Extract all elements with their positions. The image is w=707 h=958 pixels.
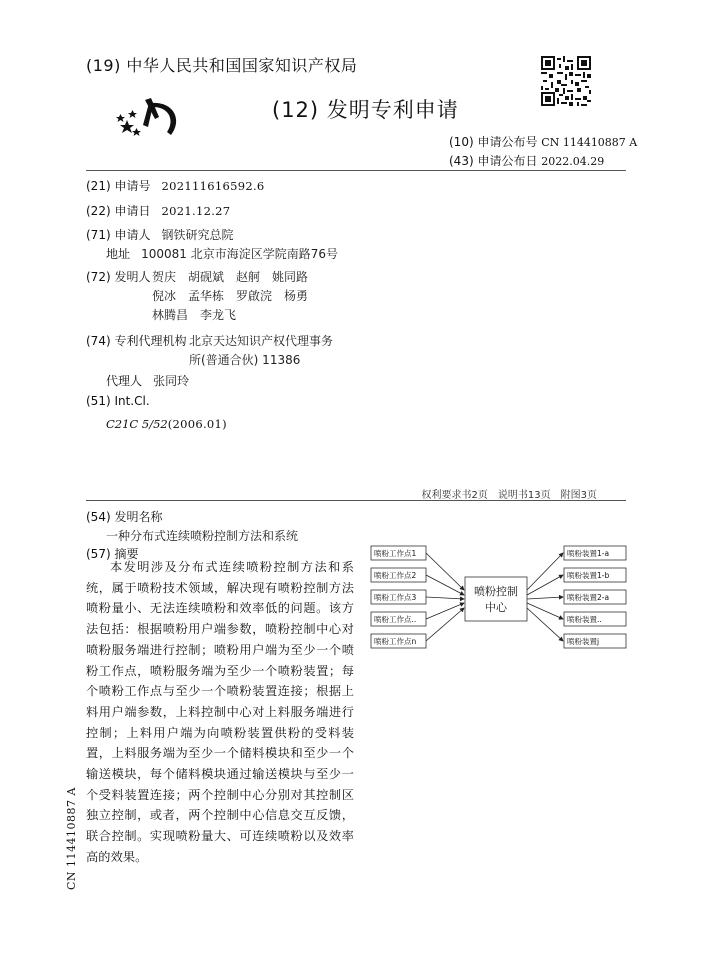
applicant-row bbox=[86, 224, 234, 243]
application-number-row bbox=[86, 175, 265, 194]
work-point-label-3: 喷粉工作点3 bbox=[374, 593, 417, 602]
address-label: 地址 bbox=[106, 247, 131, 261]
application-number: 202111616592.6 bbox=[161, 179, 265, 193]
document-type-title: (12) 发明专利申请 bbox=[272, 98, 459, 122]
publication-number: CN 114410887 A bbox=[541, 136, 638, 149]
filing-date: 2021.12.27 bbox=[161, 204, 231, 218]
work-point-label-1: 喷粉工作点1 bbox=[374, 549, 417, 558]
inventors-label: (72) 发明人 bbox=[86, 270, 151, 284]
publication-date: 2022.04.29 bbox=[541, 155, 605, 168]
agency-label: (74) 专利代理机构 bbox=[86, 334, 187, 348]
control-center-box bbox=[465, 577, 527, 621]
cnipa-logo-icon bbox=[115, 95, 185, 145]
section-divider bbox=[86, 500, 626, 501]
filing-date-label: (22) 申请日 bbox=[86, 204, 151, 218]
address-row bbox=[106, 243, 338, 262]
applicant-name: 钢铁研究总院 bbox=[161, 228, 234, 242]
abstract-label: (57) 摘要 bbox=[86, 547, 139, 561]
control-center-label-2: 中心 bbox=[485, 601, 507, 614]
work-point-label-4: 喷粉工作点.. bbox=[374, 615, 417, 624]
patent-office-name: (19) 中华人民共和国国家知识产权局 bbox=[86, 56, 358, 75]
device-label-4: 喷粉装置.. bbox=[567, 615, 602, 624]
applicant-label: (71) 申请人 bbox=[86, 228, 151, 242]
inventors-line-1: 贺庆 胡砚斌 赵舸 姚同路 bbox=[152, 270, 309, 284]
device-label-3: 喷粉装置2-a bbox=[567, 593, 610, 602]
invention-title-label: (54) 发明名称 bbox=[86, 510, 163, 524]
inventors-line-3: 林腾昌 李龙飞 bbox=[152, 308, 237, 322]
abstract-text: 本发明涉及分布式连续喷粉控制方法和系统，属于喷粉技术领域，解决现有喷粉控制方法喷粉量小、无法连续喷粉和效率低的问题。该方法包括：根据喷粉用户端参数，喷粉控制中心对喷粉服务端进行控制；喷粉用户端为至少一个喷粉工作点，喷粉服务端为至少一个喷粉装置；每个喷粉工作点与至少一个喷粉装置连接；根据上料用户端参数，上料控制中心对上料服务端进行控制；上料用户端为向喷粉装置供粉的受料装置，上料服务端为至少一个储料模块和至少一个输送模块，每个储料模块通过输送模块与至少一个受料装置连接；两个控制中心分别对其控制区独立控制，或者，两个控制中心信息交互反馈，联合控制。实现喷粉量大、可连续喷粉以及效率高的效果。 bbox=[86, 560, 354, 864]
device-label-1: 喷粉装置1-a bbox=[567, 549, 610, 558]
agency-line-2: 所(普通合伙) 11386 bbox=[189, 353, 301, 367]
filing-date-row bbox=[86, 200, 230, 219]
publication-date-row bbox=[449, 152, 604, 169]
control-center-label-1: 喷粉控制 bbox=[474, 585, 518, 598]
header-divider bbox=[86, 170, 626, 171]
agent-name: 张同玲 bbox=[153, 374, 190, 388]
address-value: 100081 北京市海淀区学院南路76号 bbox=[141, 247, 339, 261]
application-number-label: (21) 申请号 bbox=[86, 179, 151, 193]
publication-number-row bbox=[449, 133, 637, 150]
agent-row bbox=[106, 370, 189, 389]
agency-line-1: 北京天达知识产权代理事务 bbox=[189, 334, 334, 348]
ipc-row bbox=[106, 413, 227, 432]
device-label-2: 喷粉装置1-b bbox=[567, 571, 610, 580]
ipc-version: (2006.01) bbox=[167, 417, 227, 431]
invention-title: 一种分布式连续喷粉控制方法和系统 bbox=[106, 529, 299, 543]
ipc-label: (51) Int.Cl. bbox=[86, 394, 150, 408]
agent-label: 代理人 bbox=[106, 374, 143, 388]
inventors-line-2: 倪冰 孟华栋 罗啟浣 杨勇 bbox=[152, 289, 309, 303]
publication-number-label: (10) 申请公布号 bbox=[449, 135, 538, 149]
publication-date-label: (43) 申请公布日 bbox=[449, 154, 538, 168]
page-count-info: 权利要求书2页 说明书13页 附图3页 bbox=[421, 490, 597, 501]
qr-code-icon bbox=[541, 56, 591, 106]
abstract-figure bbox=[365, 540, 630, 658]
ipc-code: C21C 5/52 bbox=[106, 417, 168, 431]
work-point-label-2: 喷粉工作点2 bbox=[374, 571, 417, 580]
side-publication-code: CN 114410887 A bbox=[65, 787, 78, 890]
device-label-5: 喷粉装置j bbox=[567, 637, 600, 646]
work-point-label-5: 喷粉工作点n bbox=[374, 637, 417, 646]
